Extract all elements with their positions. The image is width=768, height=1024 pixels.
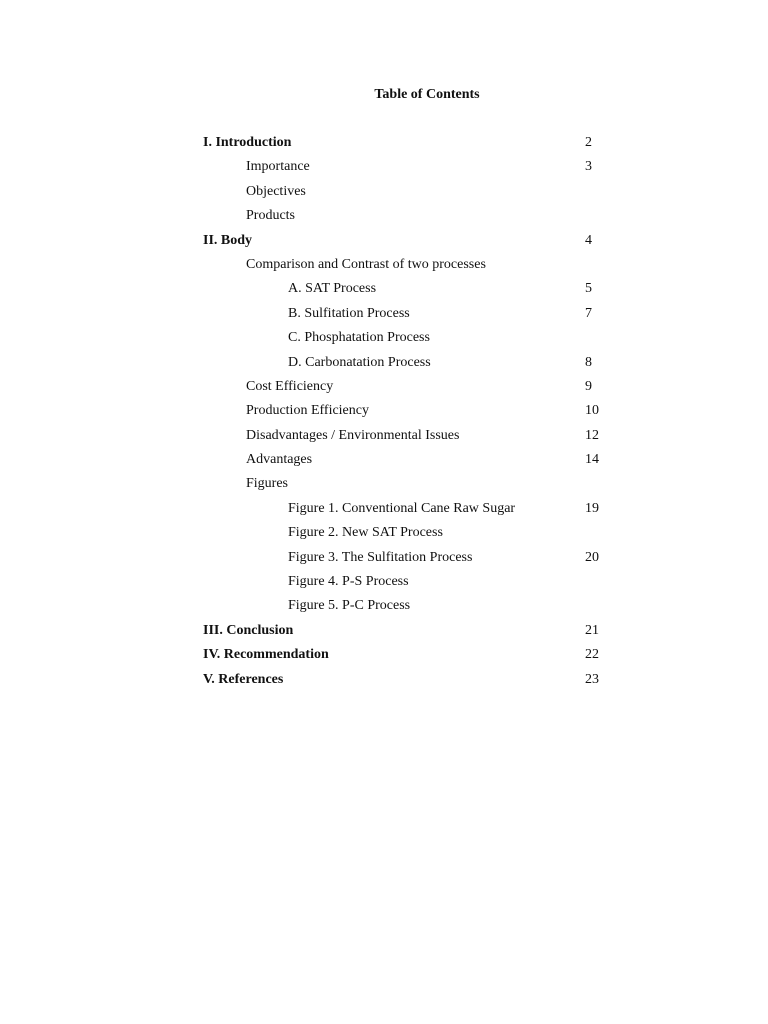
toc-entry-page-number: 2 xyxy=(585,135,592,150)
toc-entry-label: Cost Efficiency xyxy=(246,378,334,394)
toc-entry-label: I. Introduction xyxy=(203,135,292,150)
toc-entry-label: IV. Recommendation xyxy=(203,647,329,663)
toc-entry-label: Objectives xyxy=(246,183,306,199)
toc-entry-page-number: 3 xyxy=(585,159,592,175)
toc-entry xyxy=(203,670,623,694)
toc-entry-label: Figure 1. Conventional Cane Raw Sugar xyxy=(288,500,516,516)
toc-entry-page-number: 5 xyxy=(585,281,592,297)
toc-entry-page-number: 19 xyxy=(585,500,599,516)
toc-entry-label: Figures xyxy=(246,476,288,492)
toc-entry-label: Products xyxy=(246,208,295,224)
toc-entry-page-number: 7 xyxy=(585,305,592,321)
toc-entry xyxy=(203,157,623,181)
toc-entry xyxy=(203,304,623,328)
toc-entry-label: Production Efficiency xyxy=(246,403,369,419)
toc-entry xyxy=(203,255,623,279)
toc-entry-page-number: 20 xyxy=(585,549,599,565)
toc-entry-page-number: 10 xyxy=(585,403,599,419)
toc-entry xyxy=(203,279,623,303)
toc-entry-label: B. Sulfitation Process xyxy=(288,305,410,321)
toc-entry-page-number: 21 xyxy=(585,622,599,638)
toc-entry-label: C. Phosphatation Process xyxy=(288,330,430,346)
toc-entry-label: II. Body xyxy=(203,232,253,248)
toc-entry-label: A. SAT Process xyxy=(288,281,377,297)
toc-entry xyxy=(203,133,623,157)
toc-entry xyxy=(203,572,623,596)
toc-entry xyxy=(203,596,623,620)
toc-list xyxy=(203,133,623,694)
toc-entry-page-number: 9 xyxy=(585,378,592,394)
toc-entry xyxy=(203,645,623,669)
toc-entry xyxy=(203,328,623,352)
toc-entry-label: Disadvantages / Environmental Issues xyxy=(246,427,460,443)
toc-entry-label: III. Conclusion xyxy=(203,622,294,638)
toc-entry-label: Figure 2. New SAT Process xyxy=(288,525,443,541)
toc-entry-label: D. Carbonatation Process xyxy=(288,354,431,370)
toc-entry-label: Importance xyxy=(246,159,310,175)
toc-entry xyxy=(203,474,623,498)
toc-entry xyxy=(203,426,623,450)
toc-entry xyxy=(203,377,623,401)
toc-entry-page-number: 14 xyxy=(585,452,599,468)
toc-entry xyxy=(203,450,623,474)
toc-entry xyxy=(203,231,623,255)
toc-entry-label: Figure 4. P-S Process xyxy=(288,574,409,590)
toc-entry-label: Figure 3. The Sulfitation Process xyxy=(288,549,473,565)
toc-entry xyxy=(203,182,623,206)
toc-entry-label: Advantages xyxy=(246,452,313,468)
toc-entry xyxy=(203,523,623,547)
toc-entry-label: Comparison and Contrast of two processes xyxy=(246,256,486,272)
toc-entry xyxy=(203,548,623,572)
toc-entry-page-number: 22 xyxy=(585,647,599,663)
toc-entry-page-number: 4 xyxy=(585,232,592,248)
toc-entry-page-number: 12 xyxy=(585,427,599,443)
toc-entry xyxy=(203,499,623,523)
toc-entry xyxy=(203,401,623,425)
toc-entry-page-number: 8 xyxy=(585,354,592,370)
toc-entry xyxy=(203,206,623,230)
toc-entry-page-number: 23 xyxy=(585,671,599,687)
toc-entry-label: Figure 5. P-C Process xyxy=(288,598,411,614)
toc-entry-label: V. References xyxy=(203,671,284,687)
toc-entry xyxy=(203,621,623,645)
page-title: Table of Contents xyxy=(374,87,480,102)
toc-entry xyxy=(203,353,623,377)
